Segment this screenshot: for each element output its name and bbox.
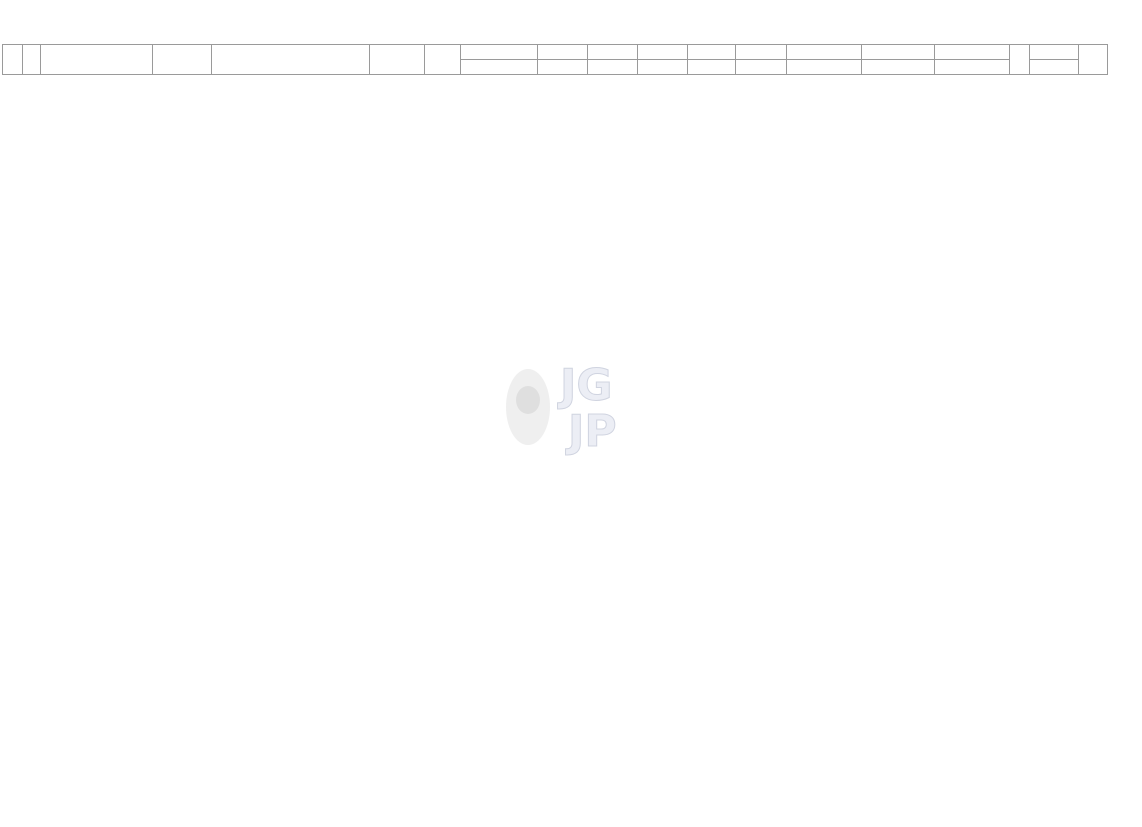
table-header-row (3, 45, 1108, 60)
update-info (68, 32, 80, 39)
svg-text:JG: JG (560, 360, 613, 411)
event-date (638, 60, 688, 75)
event-name (1030, 45, 1079, 60)
col-header-cyl (425, 45, 461, 75)
event-name (538, 45, 588, 60)
event-name (862, 45, 935, 60)
event-name (935, 45, 1010, 60)
event-name (638, 45, 688, 60)
event-name (736, 45, 787, 60)
event-date (538, 60, 588, 75)
event-name (688, 45, 736, 60)
standings-table (2, 44, 1108, 75)
event-name (787, 45, 862, 60)
watermark-logo (498, 352, 648, 462)
col-header-finale (1010, 45, 1030, 75)
event-date (588, 60, 638, 75)
event-date (787, 60, 862, 75)
col-header-pos (3, 45, 23, 75)
svg-text:JP: JP (568, 406, 617, 457)
event-name (461, 45, 538, 60)
event-name (588, 45, 638, 60)
event-date (1030, 60, 1079, 75)
col-header-marque (370, 45, 425, 75)
event-date (688, 60, 736, 75)
event-date (461, 60, 538, 75)
event-date (935, 60, 1010, 75)
col-header-nom (41, 45, 153, 75)
col-header-total (1079, 45, 1108, 75)
col-header-club (212, 45, 370, 75)
col-header-prenom (153, 45, 212, 75)
event-date (736, 60, 787, 75)
event-date (862, 60, 935, 75)
col-header-num (23, 45, 41, 75)
